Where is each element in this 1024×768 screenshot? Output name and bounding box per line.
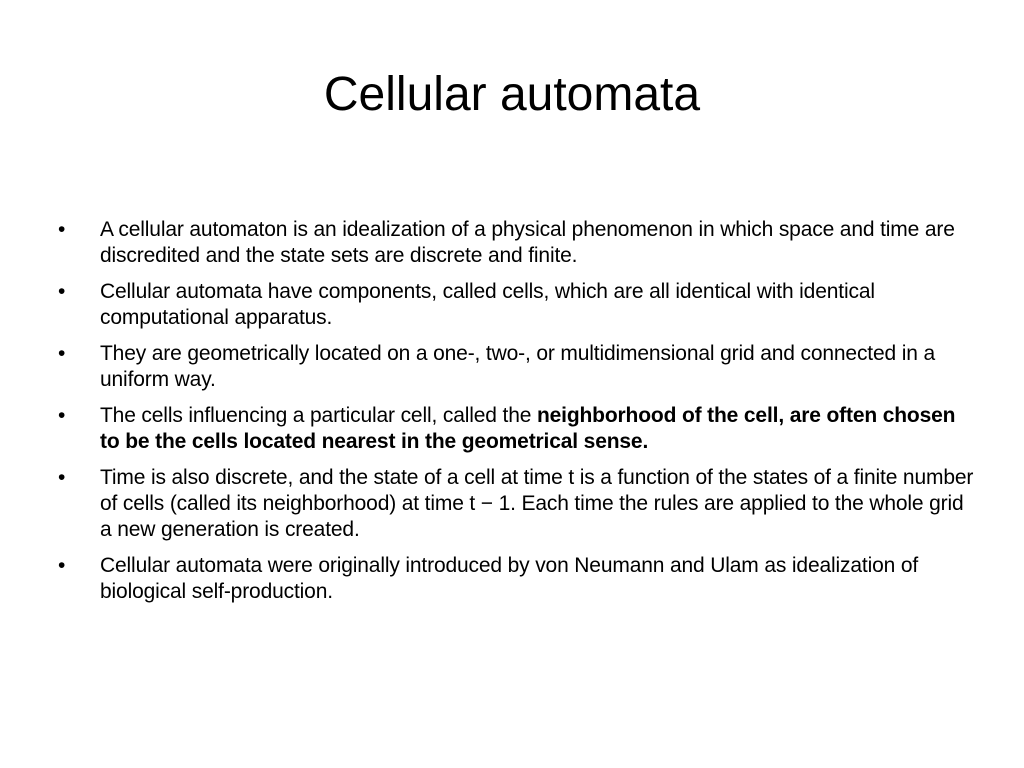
bullet-text: A cellular automaton is an idealization of a physical phenomenon in which space and time are discredited and the state sets are discrete and finite. bbox=[100, 218, 955, 267]
bullet-text-prefix: The cells influencing a particular cell, called the bbox=[100, 404, 537, 427]
bullet-icon: • bbox=[58, 466, 66, 489]
bullet-text: Cellular automata were originally introduced by von Neumann and Ulam as idealization of biological self-production. bbox=[100, 554, 919, 603]
bullet-item bbox=[58, 465, 978, 543]
bullet-text: They are geometrically located on a one-, two-, or multidimensional grid and connected in a uniform way. bbox=[100, 342, 935, 391]
slide-title: Cellular automata bbox=[323, 68, 701, 121]
bullet-item bbox=[58, 217, 978, 269]
bullet-icon: • bbox=[58, 218, 66, 241]
bullet-list bbox=[58, 217, 978, 615]
bullet-item bbox=[58, 279, 978, 331]
bullet-text-bold: neighborhood of the cell, are often chosen to be the cells located nearest in the geometrical sense. bbox=[100, 404, 956, 453]
bullet-text: Time is also discrete, and the state of a cell at time t is a function of the states of a finite number of cells (called its neighborhood) at time t − 1. Each time the rules are applied to the whole grid a new generation is created. bbox=[100, 466, 974, 541]
bullet-icon: • bbox=[58, 404, 66, 427]
bullet-icon: • bbox=[58, 280, 66, 303]
bullet-item bbox=[58, 403, 978, 455]
bullet-icon: • bbox=[58, 554, 66, 577]
bullet-icon: • bbox=[58, 342, 66, 365]
bullet-text: Cellular automata have components, called cells, which are all identical with identical computational apparatus. bbox=[100, 280, 875, 329]
bullet-item bbox=[58, 553, 978, 605]
bullet-item bbox=[58, 341, 978, 393]
